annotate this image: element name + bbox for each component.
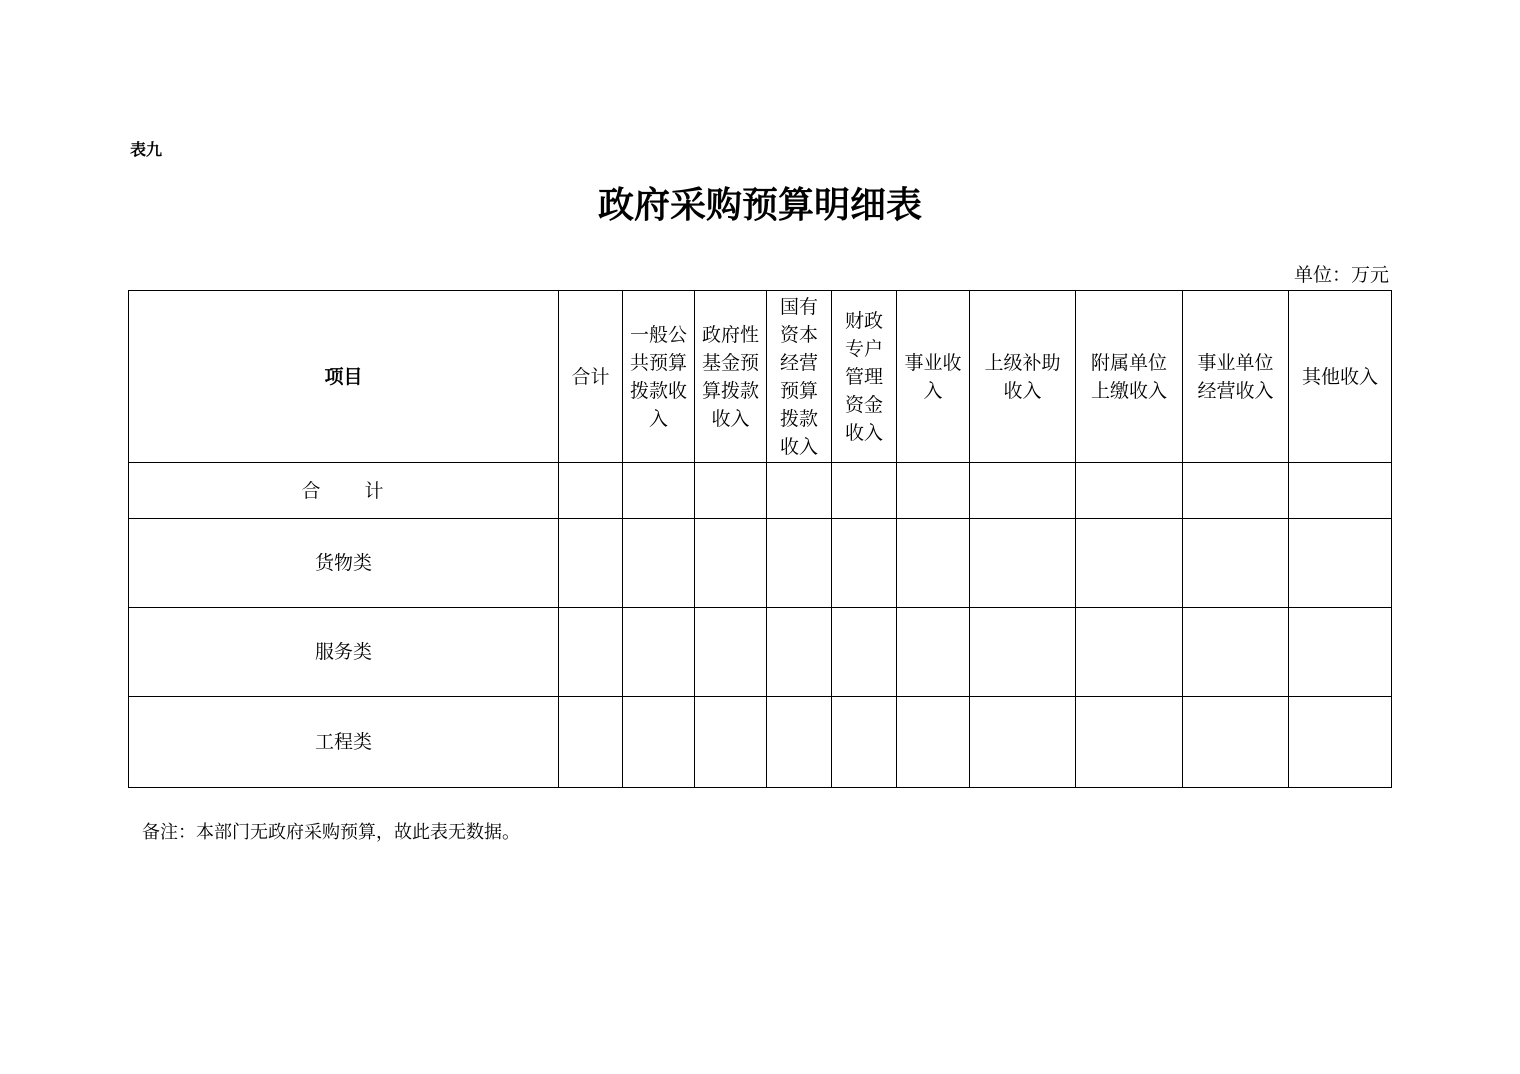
header-other-income: 其他收入 [1289, 291, 1392, 463]
cell [767, 697, 832, 788]
cell [623, 697, 695, 788]
header-item: 项目 [129, 291, 559, 463]
cell [1289, 608, 1392, 697]
cell [897, 463, 970, 519]
header-superior-subsidy: 上级补助收入 [970, 291, 1076, 463]
cell [1289, 463, 1392, 519]
cell [559, 519, 623, 608]
unit-label: 单位：万元 [1293, 264, 1389, 286]
header-operating-income: 事业单位经营收入 [1183, 291, 1289, 463]
cell [1289, 697, 1392, 788]
cell [897, 519, 970, 608]
cell [970, 608, 1076, 697]
cell [1289, 519, 1392, 608]
page-title: 政府采购预算明细表 [597, 184, 922, 226]
cell [832, 608, 897, 697]
cell [695, 697, 767, 788]
cell [1183, 519, 1289, 608]
header-total: 合计 [559, 291, 623, 463]
table-number: 表九 [130, 140, 163, 159]
header-fund-budget: 政府性基金预算拨款收入 [695, 291, 767, 463]
cell [897, 608, 970, 697]
header-general-budget: 一般公共预算拨款收入 [623, 291, 695, 463]
cell [623, 608, 695, 697]
cell [767, 608, 832, 697]
cell [970, 697, 1076, 788]
row-label-goods: 货物类 [129, 519, 559, 608]
header-state-capital-budget: 国有资本经营预算拨款收入 [767, 291, 832, 463]
cell [1183, 608, 1289, 697]
cell [695, 463, 767, 519]
cell [559, 697, 623, 788]
table-row [129, 608, 1392, 697]
row-label-total: 合 计 [129, 463, 559, 519]
cell [767, 463, 832, 519]
cell [897, 697, 970, 788]
cell [832, 697, 897, 788]
cell [970, 519, 1076, 608]
table-row [129, 463, 1392, 519]
procurement-budget-table [128, 290, 1392, 788]
cell [623, 519, 695, 608]
cell [559, 608, 623, 697]
cell [1076, 463, 1183, 519]
row-label-services: 服务类 [129, 608, 559, 697]
header-row [129, 291, 1392, 463]
cell [970, 463, 1076, 519]
header-business-income: 事业收入 [897, 291, 970, 463]
cell [1076, 608, 1183, 697]
cell [767, 519, 832, 608]
cell [1076, 697, 1183, 788]
cell [832, 519, 897, 608]
cell [832, 463, 897, 519]
table-row [129, 519, 1392, 608]
header-affiliate-remittance: 附属单位上缴收入 [1076, 291, 1183, 463]
cell [695, 608, 767, 697]
table-row [129, 697, 1392, 788]
cell [695, 519, 767, 608]
cell [1183, 697, 1289, 788]
footnote: 备注：本部门无政府采购预算，故此表无数据。 [142, 822, 520, 843]
cell [1076, 519, 1183, 608]
cell [559, 463, 623, 519]
cell [1183, 463, 1289, 519]
row-label-engineering: 工程类 [129, 697, 559, 788]
cell [623, 463, 695, 519]
header-fiscal-account-funds: 财政专户管理资金收入 [832, 291, 897, 463]
